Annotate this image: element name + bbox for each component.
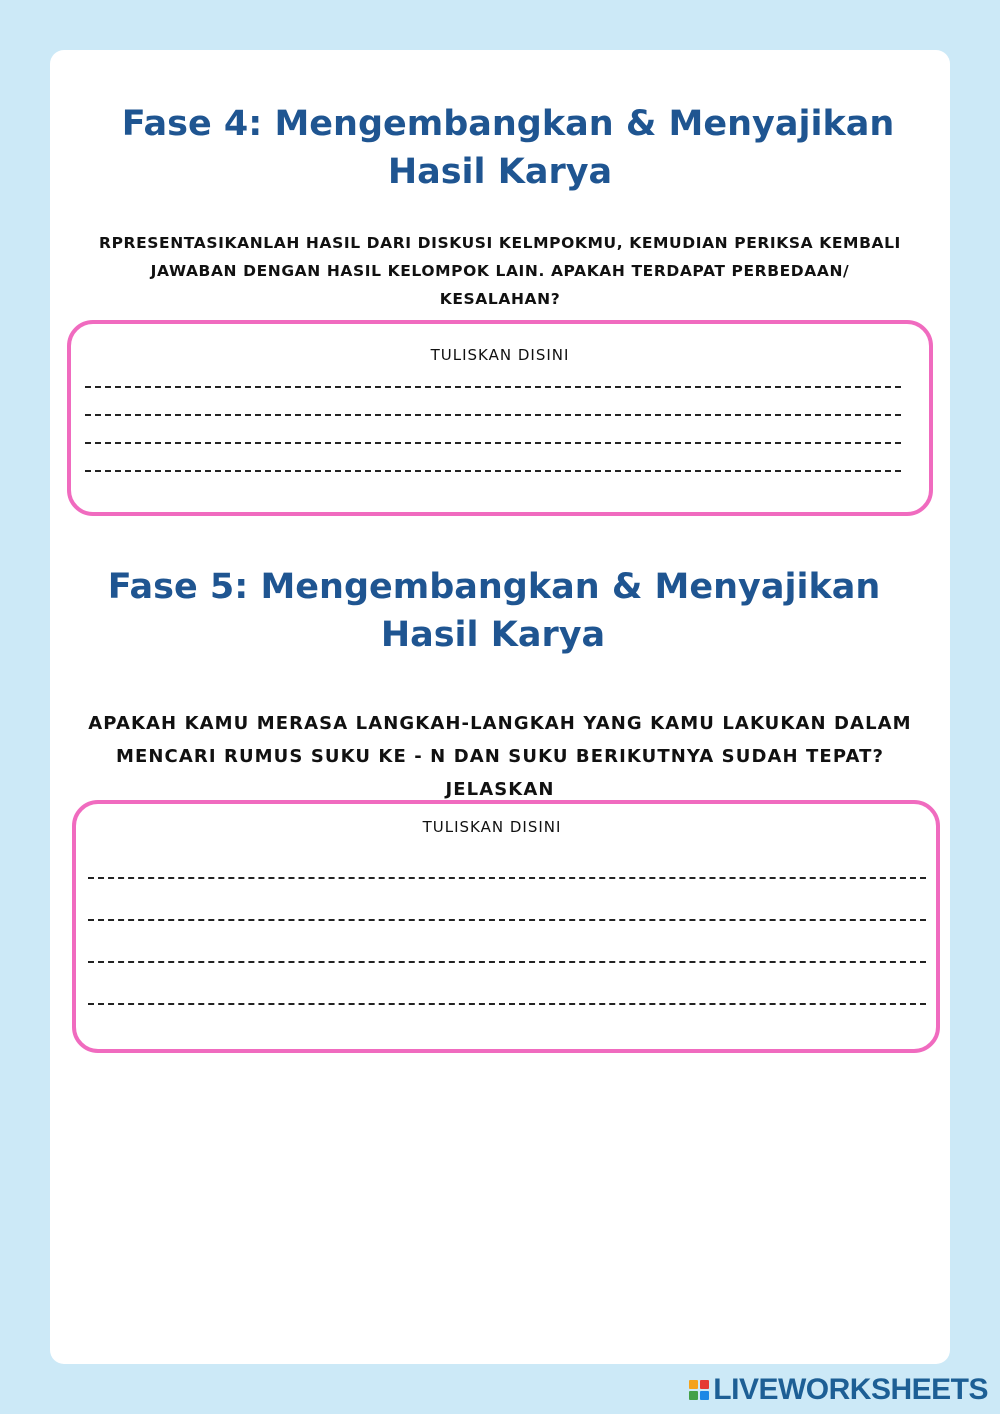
phase-5-answer-label: TULISKAN DISINI: [422, 818, 562, 836]
phase-5-title: [0, 563, 1000, 659]
phase-4-answer-line-3[interactable]: [85, 442, 901, 444]
logo-square-1: [689, 1380, 698, 1389]
liveworksheets-logo-text: LIVEWORKSHEETS: [713, 1373, 988, 1406]
phase-4-question-line-1: RPRESENTASIKANLAH HASIL DARI DISKUSI KELMPOKMU, KEMUDIAN PERIKSA KEMBALI: [99, 234, 901, 252]
phase-5-question-line-1: APAKAH KAMU MERASA LANGKAH-LANGKAH YANG KAMU LAKUKAN DALAM: [88, 713, 912, 734]
phase-5-question-line-3: JELASKAN: [445, 779, 555, 800]
phase-4-title-line-1: Fase 4: Mengembangkan & Menyajikan: [121, 104, 895, 144]
phase-5-answer-line-3[interactable]: [88, 961, 926, 963]
phase-5-answer-line-1[interactable]: [88, 877, 926, 879]
phase-5-question: [0, 707, 1000, 806]
phase-4-answer-line-2[interactable]: [85, 414, 901, 416]
phase-5-title-line-1: Fase 5: Mengembangkan & Menyajikan: [107, 567, 881, 607]
phase-4-answer-box[interactable]: [67, 320, 933, 516]
liveworksheets-logo-icon: [689, 1380, 709, 1400]
phase-4-answer-label: TULISKAN DISINI: [430, 346, 570, 364]
phase-5-answer-line-2[interactable]: [88, 919, 926, 921]
phase-4-title: [0, 100, 1000, 196]
logo-square-4: [700, 1391, 709, 1400]
phase-5-answer-line-4[interactable]: [88, 1003, 926, 1005]
phase-5-question-line-2: MENCARI RUMUS SUKU KE - N DAN SUKU BERIKUTNYA SUDAH TEPAT?: [115, 746, 885, 767]
logo-square-3: [689, 1391, 698, 1400]
phase-5-answer-box[interactable]: [72, 800, 940, 1053]
phase-4-question: [0, 229, 1000, 313]
logo-square-2: [700, 1380, 709, 1389]
phase-5-title-line-2: Hasil Karya: [380, 615, 606, 655]
phase-4-question-line-3: KESALAHAN?: [439, 290, 561, 308]
liveworksheets-logo[interactable]: [689, 1374, 988, 1406]
phase-4-title-line-2: Hasil Karya: [387, 152, 613, 192]
phase-4-answer-line-1[interactable]: [85, 386, 901, 388]
phase-4-answer-line-4[interactable]: [85, 470, 901, 472]
phase-4-question-line-2: JAWABAN DENGAN HASIL KELOMPOK LAIN. APAKAH TERDAPAT PERBEDAAN/: [150, 262, 850, 280]
